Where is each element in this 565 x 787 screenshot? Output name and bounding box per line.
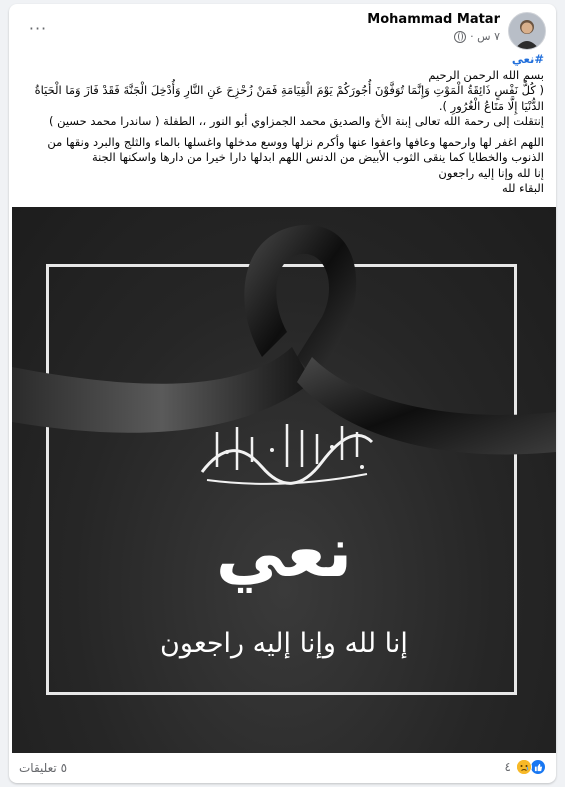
sad-icon [516, 759, 532, 775]
hashtag-link[interactable]: #نعي [511, 52, 544, 66]
post-author[interactable]: Mohammad Matar [367, 12, 500, 27]
post-time[interactable]: ٧ س · [470, 30, 500, 43]
text-line: إنا لله وإنا إليه راجعون [438, 165, 544, 180]
post-image[interactable] [12, 207, 556, 753]
reactions-summary[interactable] [505, 759, 546, 775]
reaction-count: ٤ [504, 760, 511, 774]
text-line: البقاء لله [501, 181, 544, 195]
globe-icon [454, 31, 466, 43]
avatar[interactable] [508, 12, 546, 50]
post-text [22, 52, 544, 197]
post-footer [9, 753, 556, 783]
image-title: نعي [215, 511, 353, 593]
text-line: ( كُلُّ نَفْسٍ ذَائِقَةُ الْمَوْتِ وَإِنَّمَا تُوَفَّوْنَ أُجُورَكُمْ يَوْمَ الْقِيَامَةِ فَمَنْ زُحْزِحَ عَنِ النَّارِ وَأُدْخِلَ الْجَنَّةَ فَقَدْ فَازَ وَمَا الْحَيَاةُ الدُّنْيَا إِلَّا مَتَاعُ الْغُرُورِ ). [34, 83, 544, 113]
basmala-calligraphy [192, 412, 382, 492]
comments-count[interactable]: ٥ تعليقات [19, 761, 68, 775]
text-line: إنتقلت إلى رحمة الله تعالى إبنة الأخ والصديق محمد الجمزاوي أبو النور ،، الطفلة ( ساندرا محمد حسين ) [48, 114, 544, 128]
like-icon [530, 759, 546, 775]
more-options-button[interactable] [27, 17, 49, 39]
post-meta [454, 30, 500, 43]
text-line: اللهم اغفر لها وارحمها وعافها واعفوا عنها وأكرم نزلها ووسع مدخلها واغسلها بالماء والثلج والبرد ونقها من الذنوب والخطايا كما ينقى الثوب الأبيض من الدنس اللهم ابدلها دارا خيرا من دارها واسكنها الجنة [47, 134, 544, 164]
image-subtitle: إنا لله وإنا إليه راجعون [160, 628, 408, 659]
avatar-image [509, 13, 545, 49]
post-card [9, 4, 556, 783]
more-icon: ··· [28, 18, 48, 38]
text-line: بسم الله الرحمن الرحيم [428, 67, 544, 82]
